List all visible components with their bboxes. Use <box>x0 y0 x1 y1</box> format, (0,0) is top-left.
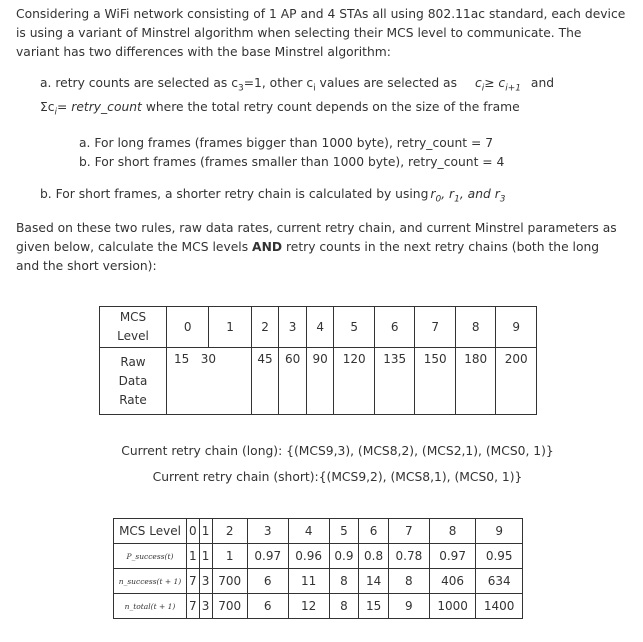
param-cell: 0.97 <box>247 544 288 569</box>
rate-cell: 150 <box>415 348 456 415</box>
intro-paragraph: Considering a WiFi network consisting of 1 AP and 4 STAs all using 802.11ac standard, each device is using a variant of Minstrel algorithm when selecting their MCS level to communicate. The variant has two differences with the base Minstrel algorithm: <box>16 7 626 59</box>
param-cell: 700 <box>212 569 247 594</box>
param-cell: 1400 <box>476 594 523 619</box>
param-cell: 8 <box>388 569 429 594</box>
param-cell: 11 <box>288 569 329 594</box>
param-cell: 6 <box>247 594 288 619</box>
param-cell: 8 <box>329 569 359 594</box>
mcs-level-header: MCS Level <box>114 519 187 544</box>
rate-cell: 135 <box>374 348 415 415</box>
item-a-text-3: values are selected as <box>319 76 458 90</box>
item-a <box>40 74 630 123</box>
row-label: n_success(t + 1) <box>114 569 187 594</box>
mcs-cell: 9 <box>476 519 523 544</box>
mcs-cell: 8 <box>455 307 496 348</box>
param-cell: 0.95 <box>476 544 523 569</box>
instructions-paragraph: Based on these two rules, raw data rates, current retry chain, and current Minstrel parameters as given below, calculate the MCS levels AND retry counts in the next retry chains (both the long and the short version): <box>16 221 617 273</box>
item-a-subi: i <box>313 83 316 94</box>
item-a-and: and <box>530 76 555 90</box>
emphasis-and: AND <box>252 240 283 254</box>
mcs-cell: 8 <box>429 519 476 544</box>
mcs-cell: 1 <box>199 519 212 544</box>
mcs-cell: 5 <box>329 519 359 544</box>
param-cell: 0.78 <box>388 544 429 569</box>
param-cell: 6 <box>247 569 288 594</box>
param-cell: 12 <box>288 594 329 619</box>
rate-cell-pair: 15 30 <box>167 348 252 415</box>
param-cell: 1 <box>199 544 212 569</box>
param-cell: 0.9 <box>329 544 359 569</box>
minstrel-param-table <box>113 518 523 619</box>
mcs-cell: 7 <box>388 519 429 544</box>
condition-expr: $c_i\ge c_{i+1}$ <box>474 76 521 94</box>
param-cell: 3 <box>199 594 212 619</box>
item-a-sub3: 3 <box>238 83 244 94</box>
item-b: b. For short frames, a shorter retry chain is calculated by using $r_0$, $r_1$, and $r_3$ <box>40 187 506 205</box>
mcs-level-header: MCS Level <box>100 307 167 348</box>
mcs-cell: 3 <box>279 307 307 348</box>
mcs-cell: 3 <box>247 519 288 544</box>
item-a-tail: where the total retry count depends on the size of the frame <box>145 100 520 115</box>
param-cell: 1 <box>212 544 247 569</box>
param-cell: 7 <box>187 594 200 619</box>
mcs-cell: 6 <box>359 519 389 544</box>
param-cell: 9 <box>388 594 429 619</box>
mcs-cell: 0 <box>167 307 209 348</box>
param-cell: 0.8 <box>359 544 389 569</box>
mcs-cell: 4 <box>288 519 329 544</box>
param-cell: 406 <box>429 569 476 594</box>
item-a-text-1: a. retry counts are selected as c <box>40 76 238 90</box>
mcs-cell: 1 <box>209 307 251 348</box>
raw-data-rate-header: Raw Data Rate <box>100 348 167 415</box>
param-row-psuccess <box>114 544 523 569</box>
current-chain-long: Current retry chain (long): {(MCS9,3), (MCS8,2), (MCS2,1), (MCS0, 1)} <box>121 444 554 458</box>
mcs-cell: 0 <box>187 519 200 544</box>
sub-item-a: a. For long frames (frames bigger than 1000 byte), retry_count = 7 <box>79 136 494 150</box>
row-label: P_success(t) <box>114 544 187 569</box>
param-cell: 634 <box>476 569 523 594</box>
row-label: n_total(t + 1) <box>114 594 187 619</box>
mcs-cell: 6 <box>374 307 415 348</box>
sum-expr: $\Sigma c_i=$ retry_count <box>40 100 142 118</box>
rate-cell: 90 <box>306 348 334 415</box>
mcs-cell: 2 <box>251 307 279 348</box>
param-cell: 0.96 <box>288 544 329 569</box>
param-header-row <box>114 519 523 544</box>
rate-table-rate-row <box>100 348 537 415</box>
param-cell: 14 <box>359 569 389 594</box>
rate-cell: 120 <box>334 348 375 415</box>
param-cell: 15 <box>359 594 389 619</box>
param-row-nsuccess <box>114 569 523 594</box>
sub-item-b: b. For short frames (frames smaller than 1000 byte), retry_count = 4 <box>79 155 505 169</box>
current-chain-short: Current retry chain (short):{(MCS9,2), (MCS8,1), (MCS0, 1)} <box>152 470 523 484</box>
param-cell: 1 <box>187 544 200 569</box>
mcs-cell: 9 <box>496 307 537 348</box>
param-cell: 7 <box>187 569 200 594</box>
param-row-ntotal <box>114 594 523 619</box>
mcs-cell: 4 <box>306 307 334 348</box>
rate-table-mcs-row <box>100 307 537 348</box>
rate-cell: 180 <box>455 348 496 415</box>
param-cell: 0.97 <box>429 544 476 569</box>
item-a-text-2: =1, other c <box>243 76 314 90</box>
param-cell: 1000 <box>429 594 476 619</box>
param-cell: 3 <box>199 569 212 594</box>
mcs-cell: 5 <box>334 307 375 348</box>
param-cell: 8 <box>329 594 359 619</box>
mcs-cell: 2 <box>212 519 247 544</box>
rate-table <box>99 306 537 415</box>
rate-cell: 45 <box>251 348 279 415</box>
param-cell: 700 <box>212 594 247 619</box>
rate-cell: 60 <box>279 348 307 415</box>
rate-cell: 200 <box>496 348 537 415</box>
mcs-cell: 7 <box>415 307 456 348</box>
